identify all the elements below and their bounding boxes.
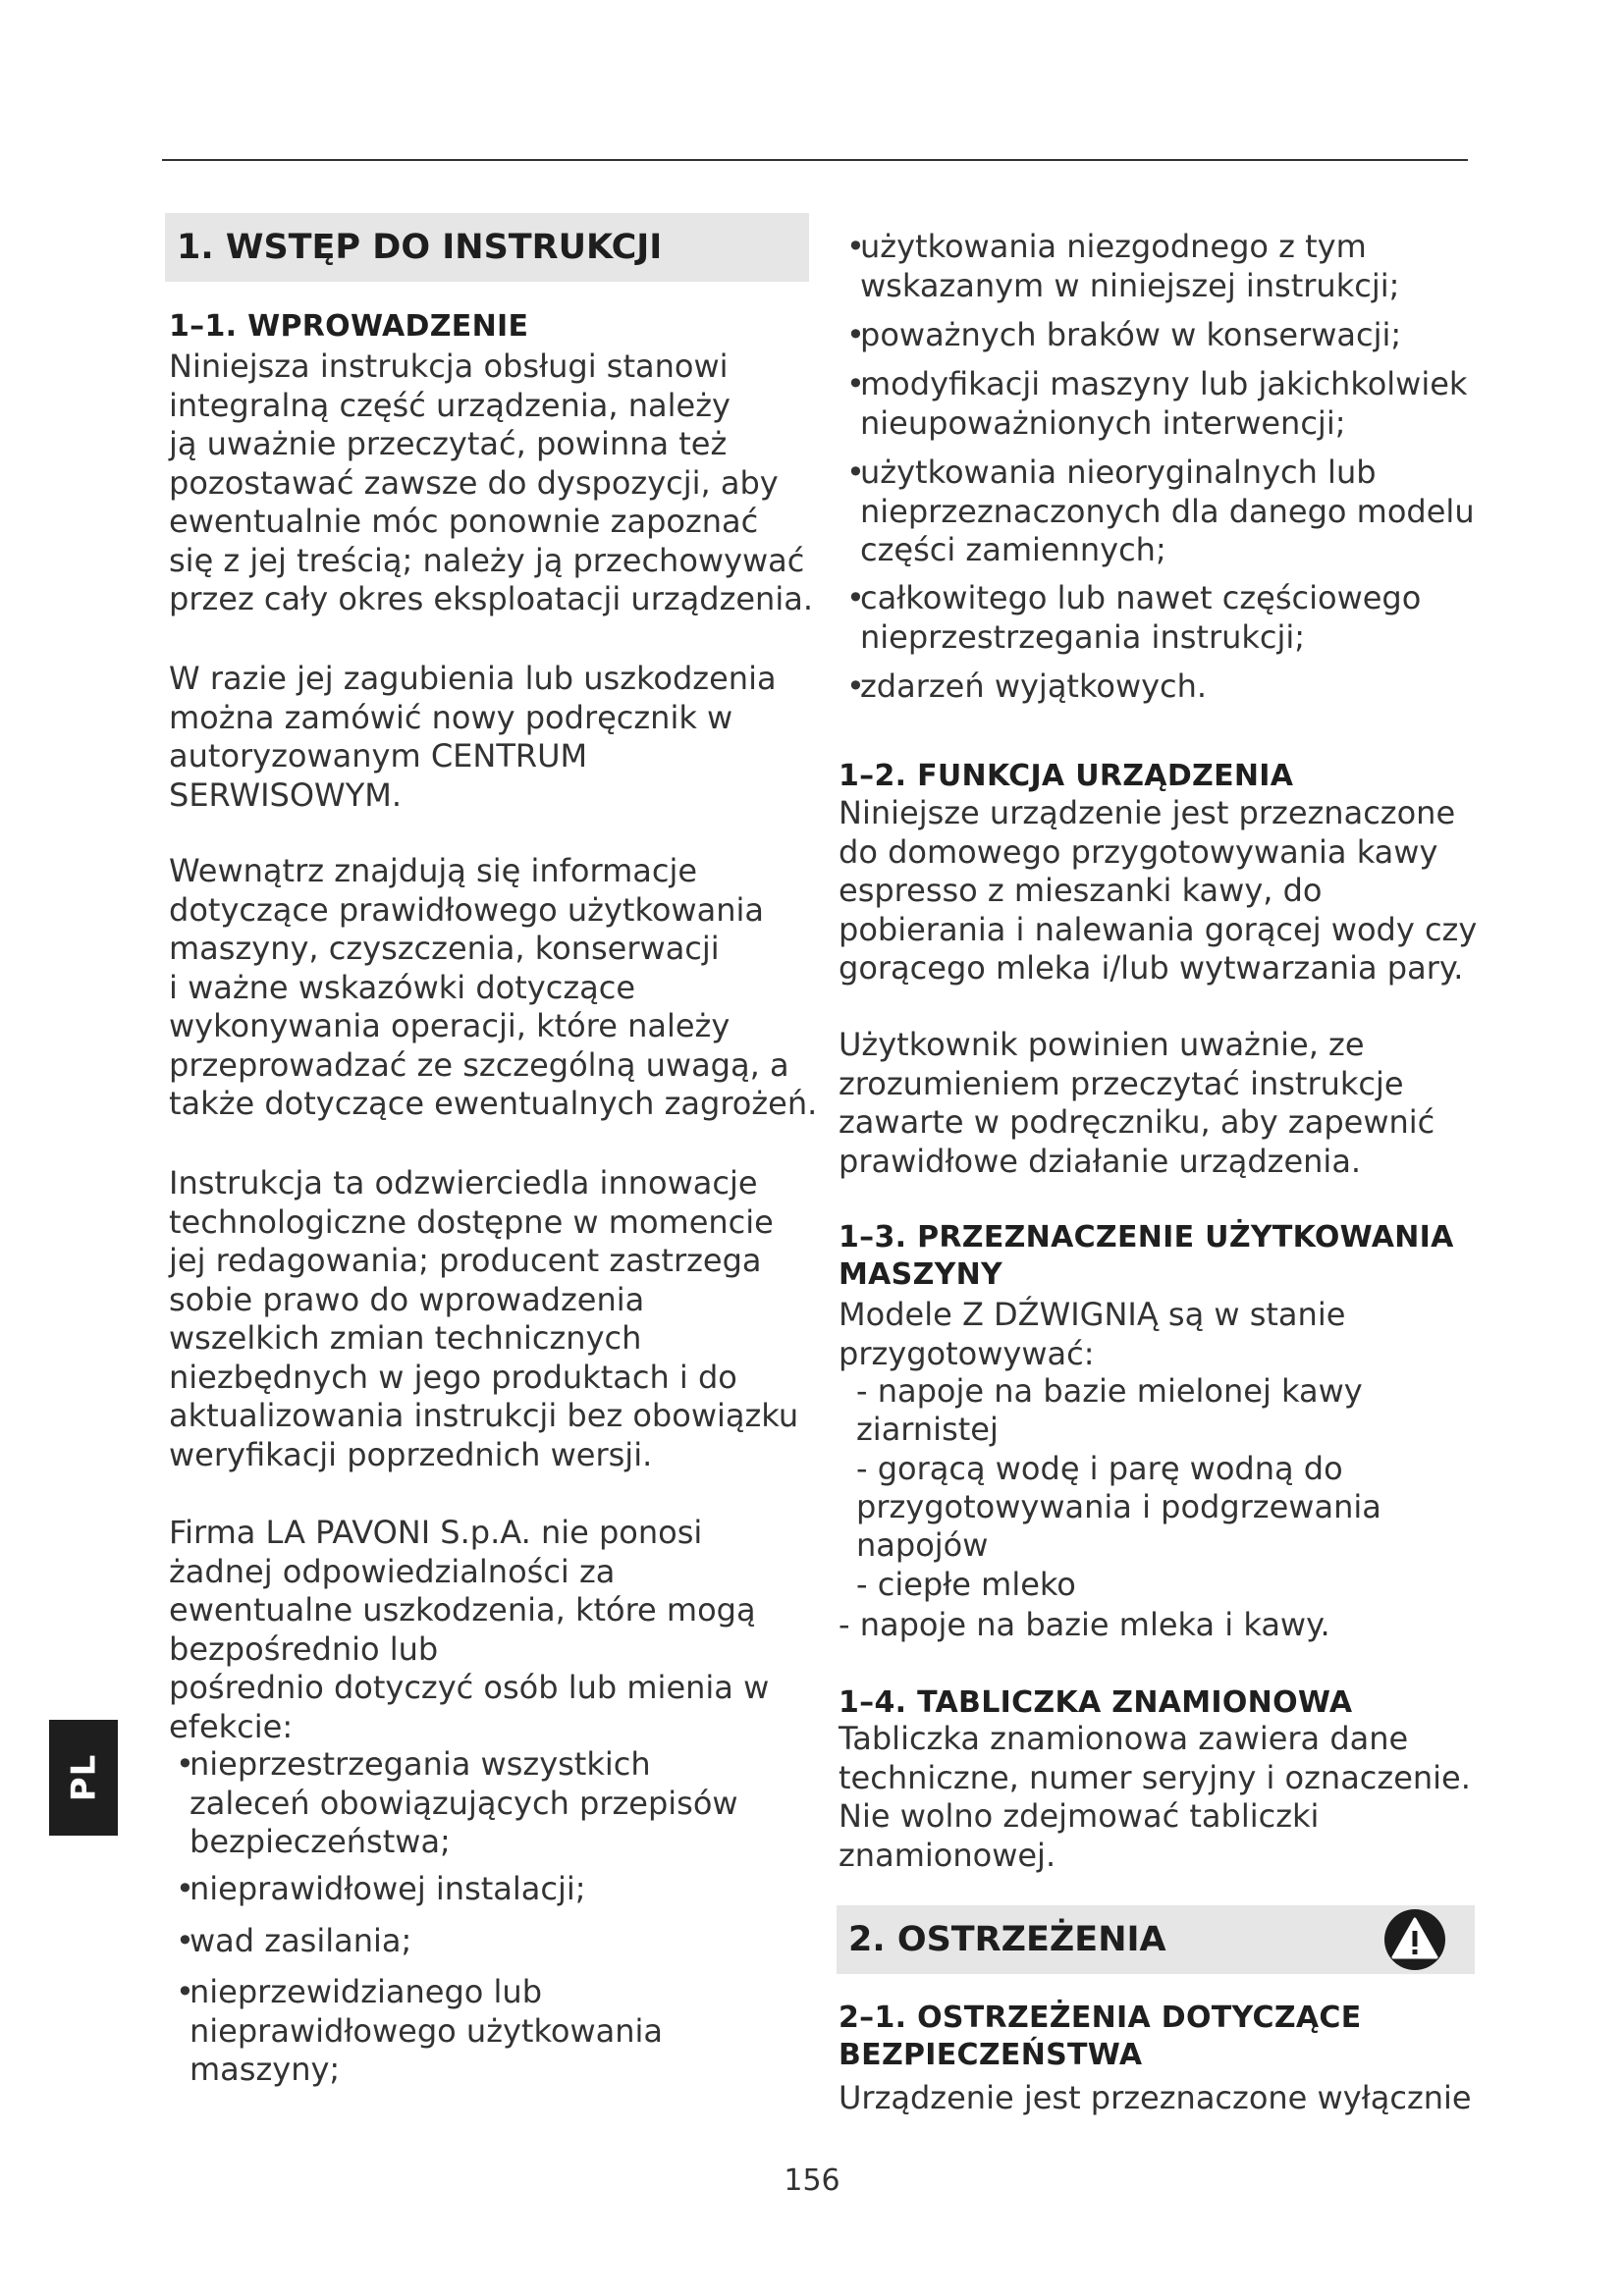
text-line: modyfikacji maszyny lub jakichkolwiek (860, 365, 1468, 402)
text-line: sobie prawo do wprowadzenia (169, 1280, 645, 1318)
bullet-dot: • (846, 579, 865, 616)
text-line: prawidłowe działanie urządzenia. (839, 1142, 1362, 1180)
text-line: Wewnątrz znajdują się informacje (169, 852, 698, 889)
bullet-dot: • (176, 1745, 194, 1783)
bullet-dot: • (176, 1922, 194, 1959)
heading-1-1: 1–1. WPROWADZENIE (169, 309, 529, 344)
text-line: Urządzenie jest przeznaczone wyłącznie (839, 2079, 1472, 2116)
text-line: 2–1. OSTRZEŻENIA DOTYCZĄCE (839, 2001, 1362, 2035)
paragraph (839, 2079, 1472, 2118)
text-line: Nie wolno zdejmować tabliczki (839, 1797, 1320, 1835)
text-line: części zamiennych; (860, 531, 1166, 568)
text-line: nieprzeznaczonych dla danego modelu (860, 492, 1475, 530)
text-line: jej redagowania; producent zastrzega (169, 1242, 762, 1279)
bullet-dot: • (176, 1973, 194, 2010)
text-line: użytkowania niezgodnego z tym (860, 228, 1367, 265)
page-number: 156 (784, 2163, 840, 2198)
text-line: do domowego przygotowywania kawy (839, 832, 1438, 871)
text-line: zawarte w podręczniku, aby zapewnić (839, 1103, 1435, 1141)
text-line: wszelkich zmian technicznych (169, 1319, 642, 1357)
heading-1-2: 1–2. FUNKCJA URZĄDZENIA (839, 759, 1294, 793)
heading-2-1 (839, 2000, 1362, 2074)
text-line: przygotowywania i podgrzewania (856, 1488, 1381, 1525)
text-line: dotyczące prawidłowego użytkowania (169, 890, 764, 929)
list-item (856, 1566, 1076, 1604)
bullet-dot: • (846, 316, 865, 353)
text-line: żadnej odpowiedzialności za (169, 1552, 616, 1590)
text-line: napojów (856, 1526, 989, 1564)
text-line: zrozumieniem przeczytać instrukcje (839, 1064, 1404, 1102)
text-line: znamionowej. (839, 1836, 1056, 1874)
list-item: - napoje na bazie mleka i kawy. (839, 1606, 1330, 1643)
text-line: nieprawidłowej instalacji; (189, 1870, 586, 1907)
list-item (176, 1973, 663, 2090)
text-line: - gorącą wodę i parę wodną do (856, 1450, 1343, 1487)
text-line: ewentualne uszkodzenia, które mogą (169, 1591, 756, 1629)
list-item (846, 228, 1400, 305)
list-item (846, 454, 1475, 570)
text-line: zaleceń obowiązujących przepisów (189, 1784, 738, 1822)
text-line: nieupoważnionych interwencji; (860, 403, 1346, 442)
text-line: espresso z mieszanki kawy, do (839, 872, 1323, 909)
text-line: ewentualnie móc ponownie zapoznać (169, 503, 759, 540)
heading-1-3 (839, 1219, 1454, 1294)
text-line: - ciepłe mleko (856, 1566, 1076, 1603)
text-line: Modele Z DŹWIGNIĄ są w stanie (839, 1296, 1346, 1333)
text-line: przeprowadzać ze szczególną uwagą, a (169, 1045, 789, 1084)
text-line: całkowitego lub nawet częściowego (860, 579, 1422, 616)
list-item (856, 1372, 1363, 1449)
text-line: także dotyczące ewentualnych zagrożeń. (169, 1085, 818, 1122)
text-line: nieprawidłowego użytkowania (189, 2011, 663, 2050)
paragraph (169, 852, 817, 1124)
paragraph (839, 794, 1477, 988)
text-line: użytkowania nieoryginalnych lub (860, 454, 1377, 491)
text-line: Niniejsze urządzenie jest przeznaczone (839, 794, 1456, 831)
top-rule (162, 159, 1468, 161)
text-line: Niniejsza instrukcja obsługi stanowi (169, 347, 729, 385)
text-line: Firma LA PAVONI S.p.A. nie ponosi (169, 1514, 703, 1551)
list-item (846, 667, 1208, 707)
text-line: techniczne, numer seryjny i oznaczenie. (839, 1758, 1471, 1796)
text-line: - napoje na bazie mielonej kawy (856, 1372, 1363, 1410)
text-line: W razie jej zagubienia lub uszkodzenia (169, 660, 777, 697)
text-line: maszyny; (189, 2051, 341, 2088)
paragraph (839, 1296, 1345, 1373)
text-line: nieprzestrzegania instrukcji; (860, 617, 1306, 656)
text-line: aktualizowania instrukcji bez obowiązku (169, 1397, 799, 1434)
text-line: SERWISOWYM. (169, 775, 403, 814)
list-item (846, 579, 1422, 657)
text-line: MASZYNY (839, 1257, 1003, 1292)
text-line: niezbędnych w jego produktach i do (169, 1358, 737, 1396)
bullet-dot: • (846, 454, 865, 491)
text-line: bezpieczeństwa; (189, 1823, 451, 1860)
list-item (846, 365, 1468, 443)
text-line: przez cały okres eksploatacji urządzenia. (169, 580, 813, 617)
list-item (176, 1745, 738, 1862)
text-line: pobierania i nalewania gorącej wody czy (839, 910, 1478, 948)
list-item (176, 1922, 412, 1961)
warning-triangle-icon (1382, 1907, 1447, 1972)
text-line: integralną część urządzenia, należy (169, 386, 731, 424)
text-line: efekcie: (169, 1707, 294, 1745)
text-line: maszyny, czyszczenia, konserwacji (169, 930, 720, 967)
paragraph (169, 1514, 769, 1746)
text-line: ją uważnie przeczytać, powinna też (169, 425, 728, 462)
heading-1-4: 1–4. TABLICZKA ZNAMIONOWA (839, 1685, 1353, 1720)
list-item (176, 1870, 586, 1909)
text-line: Instrukcja ta odzwierciedla innowacje (169, 1164, 758, 1201)
language-tab: PL (49, 1720, 118, 1836)
text-line: można zamówić nowy podręcznik w (169, 698, 733, 736)
bullet-dot: • (846, 228, 865, 265)
paragraph (169, 660, 777, 815)
text-line: technologiczne dostępne w momencie (169, 1202, 774, 1241)
paragraph (839, 1720, 1471, 1875)
text-line: weryfikacji poprzednich wersji. (169, 1435, 653, 1473)
text-line: nieprzestrzegania wszystkich (189, 1745, 651, 1783)
text-line: wykonywania operacji, które należy (169, 1007, 731, 1044)
text-line: i ważne wskazówki dotyczące (169, 968, 635, 1006)
text-line: gorącego mleka i/lub wytwarzania pary. (839, 949, 1464, 987)
text-line: Tabliczka znamionowa zawiera dane (839, 1720, 1409, 1757)
text-line: poważnych braków w konserwacji; (860, 316, 1402, 353)
paragraph (169, 347, 813, 619)
text-line: ziarnistej (856, 1411, 999, 1448)
text-line: pozostawać zawsze do dyspozycji, aby (169, 463, 779, 502)
text-line: się z jej treścią; należy ją przechowywać (169, 541, 805, 579)
text-line: pośrednio dotyczyć osób lub mienia w (169, 1669, 770, 1706)
text-line: wad zasilania; (189, 1922, 412, 1959)
text-line: 1–3. PRZEZNACZENIE UŻYTKOWANIA (839, 1220, 1454, 1255)
text-line: Użytkownik powinien uważnie, ze (839, 1026, 1365, 1063)
text-line: BEZPIECZEŃSTWA (839, 2038, 1143, 2072)
text-line: nieprzewidzianego lub (189, 1973, 542, 2010)
paragraph (839, 1026, 1435, 1181)
text-line: zdarzeń wyjątkowych. (860, 667, 1208, 705)
list-item (846, 316, 1402, 355)
bullet-dot: • (846, 365, 865, 402)
text-line: przygotowywać: (839, 1334, 1095, 1372)
paragraph (169, 1164, 798, 1474)
bullet-dot: • (176, 1870, 194, 1907)
text-line: wskazanym w niniejszej instrukcji; (860, 266, 1400, 304)
section-1-title: 1. WSTĘP DO INSTRUKCJI (165, 213, 809, 282)
text-line: autoryzowanym CENTRUM (169, 737, 588, 774)
list-item (856, 1450, 1381, 1565)
section-2-title: 2. OSTRZEŻENIA (837, 1905, 1475, 1974)
text-line: bezpośrednio lub (169, 1629, 439, 1668)
bullet-dot: • (846, 667, 865, 705)
